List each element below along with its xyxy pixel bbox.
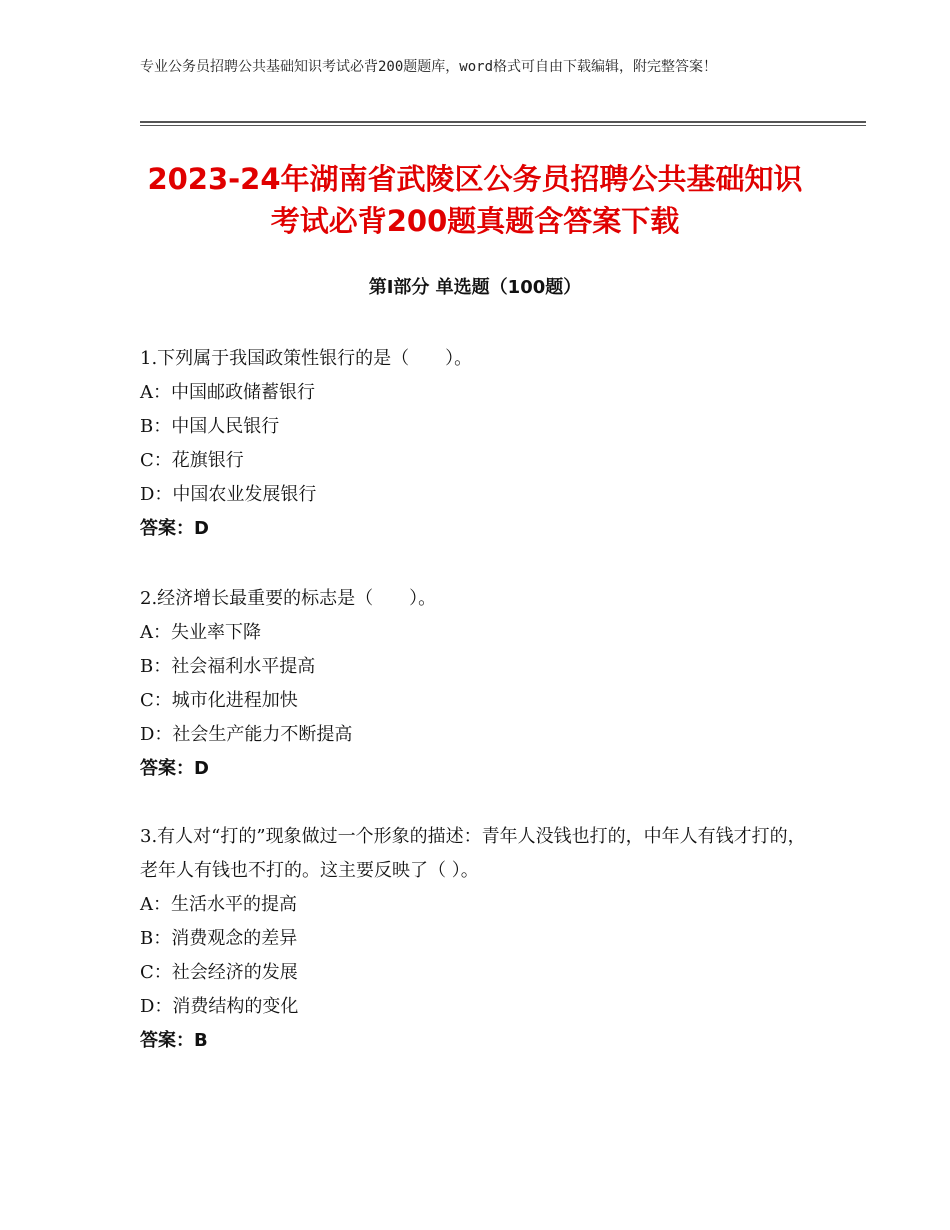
header-divider-thin — [140, 125, 866, 126]
option-b: B：中国人民银行 — [140, 416, 280, 437]
question-stem: 3.有人对“打的”现象做过一个形象的描述：青年人没钱也打的，中年人有钱才打的，老年人有钱也不打的。这主要反映了（ ）。 — [140, 826, 806, 881]
option-b: B：社会福利水平提高 — [140, 656, 316, 677]
question-stem: 1.下列属于我国政策性银行的是（ ）。 — [140, 348, 473, 369]
header-note: 专业公务员招聘公共基础知识考试必背200题题库，word格式可自由下载编辑，附完整答案！ — [140, 59, 717, 75]
option-a: A：失业率下降 — [140, 622, 261, 643]
document-title: 2023-24年湖南省武陵区公务员招聘公共基础知识考试必背200题真题含答案下载 — [147, 162, 803, 238]
option-c: C：城市化进程加快 — [140, 690, 298, 711]
header-divider — [140, 121, 866, 123]
option-c: C：花旗银行 — [140, 450, 244, 471]
section-heading: 第Ⅰ部分 单选题（100题） — [368, 277, 582, 298]
option-d: D：消费结构的变化 — [140, 996, 299, 1017]
option-c: C：社会经济的发展 — [140, 962, 298, 983]
option-d: D：中国农业发展银行 — [140, 484, 317, 505]
question-item — [140, 342, 810, 546]
question-stem: 2.经济增长最重要的标志是（ ）。 — [140, 588, 437, 609]
option-a: A：生活水平的提高 — [140, 894, 297, 915]
option-b: B：消费观念的差异 — [140, 928, 298, 949]
answer-line: 答案：D — [140, 758, 209, 779]
question-item — [140, 582, 810, 786]
option-a: A：中国邮政储蓄银行 — [140, 382, 315, 403]
answer-line: 答案：B — [140, 1030, 208, 1051]
question-item — [140, 820, 810, 1058]
answer-line: 答案：D — [140, 518, 209, 539]
option-d: D：社会生产能力不断提高 — [140, 724, 353, 745]
